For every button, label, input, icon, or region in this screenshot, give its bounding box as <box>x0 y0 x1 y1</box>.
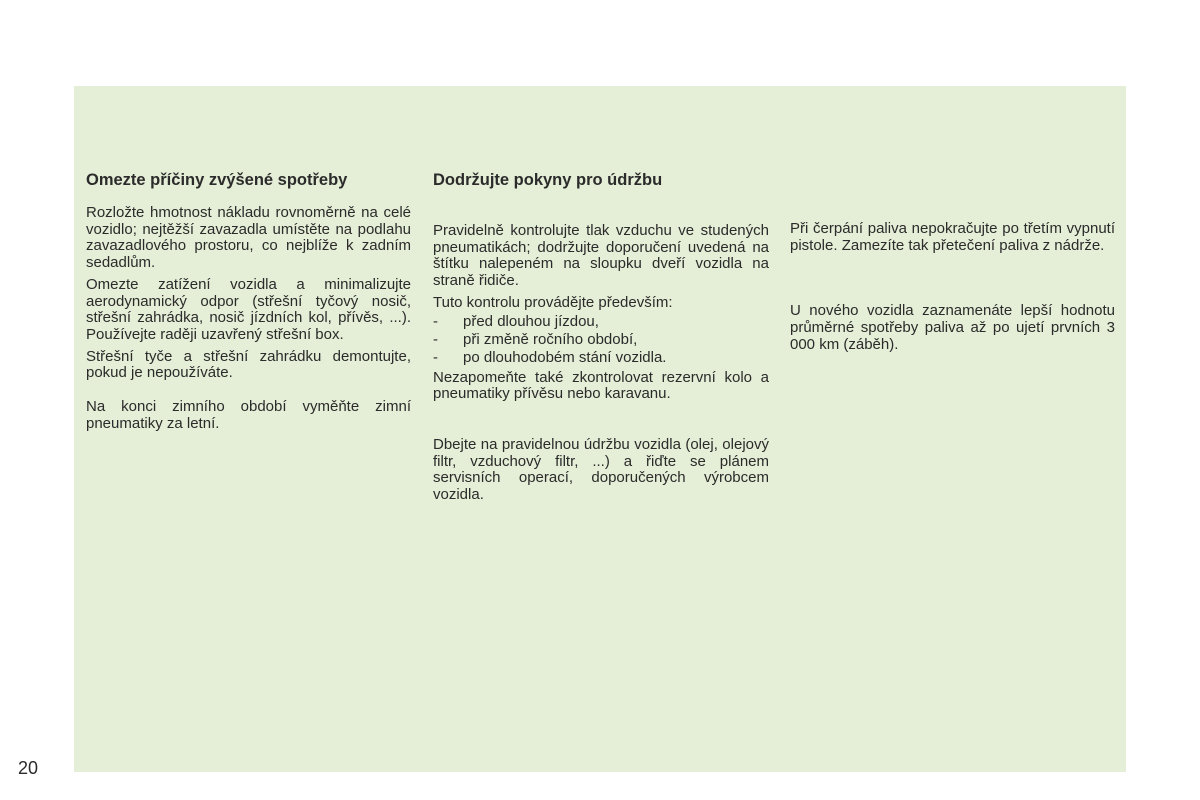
paragraph-aero-drag: Omezte zatížení vozidla a minimalizujte aerodynamický odpor (střešní tyčový nosič, střešní zahrádka, nosič jízdních kol, přívěs, ...). Používejte raději uzavřený střešní box. <box>86 275 411 343</box>
paragraph-roof-bars: Střešní tyče a střešní zahrádku demontujte, pokud je nepoužíváte. <box>86 347 411 382</box>
paragraph-running-in: U nového vozidla zaznamenáte lepší hodnotu průměrné spotřeby paliva až po ujetí prvních 3 000 km (záběh). <box>790 302 1115 353</box>
list-dash: - <box>433 348 438 366</box>
list-item-text: při změně ročního období, <box>463 330 638 348</box>
column-fuel-tips <box>790 221 1115 354</box>
list-dash: - <box>433 330 438 348</box>
list-item <box>433 313 769 331</box>
paragraph-load-distribution: Rozložte hmotnost nákladu rovnoměrně na celé vozidlo; nejtěžší zavazadla umístěte na podlahu zavazadlového prostoru, co nejblíže k zadním sedadlům. <box>86 204 411 272</box>
column-consumption-causes <box>86 171 411 432</box>
paragraph-spare-wheel: Nezapomeňte také zkontrolovat rezervní kolo a pneumatiky přívěsu nebo karavanu. <box>433 368 769 403</box>
section-heading-maintenance: Dodržujte pokyny pro údržbu <box>433 171 663 189</box>
page-number: 20 <box>18 758 39 778</box>
paragraph-tyre-pressure: Pravidelně kontrolujte tlak vzduchu ve studených pneumatikách; dodržujte doporučení uvedená na štítku nalepeném na sloupku dveří vozidla na straně řidiče. <box>433 222 769 290</box>
section-heading-consumption-causes: Omezte příčiny zvýšené spotřeby <box>86 171 348 189</box>
list-item-text: před dlouhou jízdou, <box>463 312 599 330</box>
list-dash: - <box>433 312 438 330</box>
check-occasions-list <box>433 313 769 367</box>
list-item-text: po dlouhodobém stání vozidla. <box>463 348 667 366</box>
paragraph-regular-service: Dbejte na pravidelnou údržbu vozidla (olej, olejový filtr, vzduchový filtr, ...) a řiďte se plánem servisních operací, doporučených výrobcem vozidla. <box>433 435 769 504</box>
paragraph-refuelling: Při čerpání paliva nepokračujte po třetím vypnutí pistole. Zamezíte tak přetečení paliva z nádrže. <box>790 220 1115 254</box>
list-item <box>433 349 769 367</box>
paragraph-winter-tyres: Na konci zimního období vyměňte zimní pneumatiky za letní. <box>86 398 411 432</box>
list-item <box>433 331 769 349</box>
column-maintenance <box>433 171 769 504</box>
paragraph-check-when: Tuto kontrolu provádějte především: <box>433 293 673 311</box>
